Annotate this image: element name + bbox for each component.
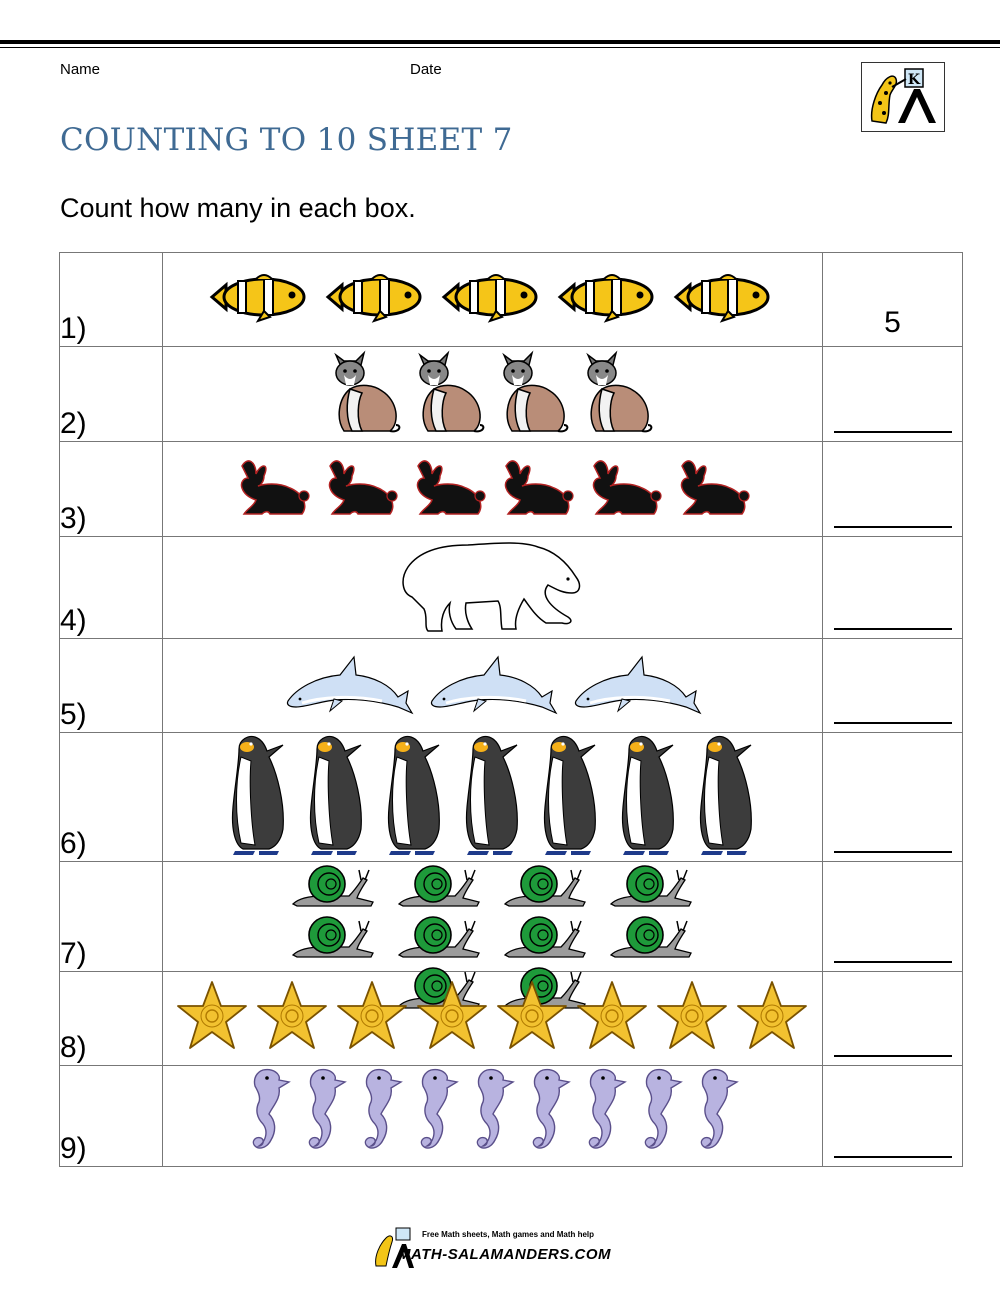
snail-icon (607, 862, 695, 913)
answer-box[interactable] (823, 253, 963, 347)
starfish-icon (576, 980, 648, 1057)
clownfish-icon (672, 271, 776, 328)
answer-box[interactable] (823, 537, 963, 639)
starfish-icon (176, 980, 248, 1057)
question-row (60, 347, 963, 442)
penguin-icon (459, 733, 525, 862)
answer-box[interactable] (823, 442, 963, 537)
question-number: 6) (60, 733, 163, 862)
seahorse-icon (301, 1066, 347, 1167)
answer-blank-line[interactable] (834, 1055, 952, 1057)
question-row (60, 537, 963, 639)
question-number: 8) (60, 972, 163, 1066)
seahorse-icon (637, 1066, 683, 1167)
question-row (60, 253, 963, 347)
penguin-icon (225, 733, 291, 862)
polar-bear-icon (398, 537, 586, 642)
starfish-icon (656, 980, 728, 1057)
rabbit-icon (498, 456, 574, 523)
snail-icon (289, 913, 377, 964)
starfish-icon (496, 980, 568, 1057)
question-row (60, 1066, 963, 1167)
date-label: Date (410, 61, 442, 78)
question-row (60, 442, 963, 537)
rabbit-icon (674, 456, 750, 523)
question-row (60, 972, 963, 1066)
svg-text:K: K (907, 72, 921, 88)
penguin-icon (537, 733, 603, 862)
picture-box (162, 639, 822, 733)
seahorse-icon (357, 1066, 403, 1167)
rabbit-icon (586, 456, 662, 523)
instructions: Count how many in each box. (60, 193, 416, 223)
answer-value: 5 (884, 306, 901, 339)
snail-icon (501, 862, 589, 913)
footer-brand: MATH-SALAMANDERS.COM (398, 1246, 612, 1263)
answer-blank-line[interactable] (834, 961, 952, 963)
name-label: Name (60, 61, 101, 78)
top-rule-thick (0, 40, 1000, 44)
question-number: 5) (60, 639, 163, 733)
clownfish-icon (556, 271, 660, 328)
picture-box (162, 347, 822, 442)
question-number: 4) (60, 537, 163, 639)
dolphin-icon (426, 649, 558, 722)
answer-blank-line[interactable] (834, 722, 952, 724)
answer-blank-line[interactable] (834, 628, 952, 630)
clownfish-icon (440, 271, 544, 328)
question-row (60, 639, 963, 733)
question-number: 1) (60, 253, 163, 347)
snail-icon (395, 862, 483, 913)
answer-box[interactable] (823, 862, 963, 972)
clownfish-icon (324, 271, 428, 328)
counting-table (59, 252, 963, 1167)
answer-blank-line[interactable] (834, 851, 952, 853)
snail-icon (395, 913, 483, 964)
answer-box[interactable] (823, 1066, 963, 1167)
answer-box[interactable] (823, 347, 963, 442)
penguin-icon (381, 733, 447, 862)
starfish-icon (736, 980, 808, 1057)
picture-box (162, 442, 822, 537)
penguin-icon (693, 733, 759, 862)
question-number: 9) (60, 1066, 163, 1167)
cat-icon (330, 349, 402, 440)
answer-blank-line[interactable] (834, 526, 952, 528)
cat-icon (582, 349, 654, 440)
rabbit-icon (234, 456, 310, 523)
seahorse-icon (469, 1066, 515, 1167)
question-number: 3) (60, 442, 163, 537)
snail-icon (501, 913, 589, 964)
question-number: 2) (60, 347, 163, 442)
cat-icon (414, 349, 486, 440)
answer-box[interactable] (823, 733, 963, 862)
seahorse-icon (693, 1066, 739, 1167)
snail-icon (607, 913, 695, 964)
starfish-icon (336, 980, 408, 1057)
penguin-icon (303, 733, 369, 862)
seahorse-icon (525, 1066, 571, 1167)
clownfish-icon (208, 271, 312, 328)
picture-box (162, 733, 822, 862)
footer-tagline: Free Math sheets, Math games and Math help (422, 1230, 595, 1239)
answer-box[interactable] (823, 639, 963, 733)
answer-box[interactable] (823, 972, 963, 1066)
footer-logo (370, 1226, 630, 1272)
picture-box (162, 972, 822, 1066)
cat-icon (498, 349, 570, 440)
penguin-icon (615, 733, 681, 862)
page-title: COUNTING TO 10 SHEET 7 (60, 122, 513, 158)
dolphin-icon (570, 649, 702, 722)
picture-box (162, 253, 822, 347)
salamander-logo (861, 62, 945, 132)
question-row (60, 733, 963, 862)
answer-blank-line[interactable] (834, 1156, 952, 1158)
answer-blank-line[interactable] (834, 431, 952, 433)
picture-box (162, 537, 822, 639)
rabbit-icon (410, 456, 486, 523)
starfish-icon (416, 980, 488, 1057)
picture-box (162, 1066, 822, 1167)
question-row (60, 862, 963, 972)
question-number: 7) (60, 862, 163, 972)
seahorse-icon (245, 1066, 291, 1167)
starfish-icon (256, 980, 328, 1057)
rabbit-icon (322, 456, 398, 523)
snail-icon (289, 862, 377, 913)
seahorse-icon (413, 1066, 459, 1167)
picture-box (162, 862, 822, 972)
dolphin-icon (282, 649, 414, 722)
seahorse-icon (581, 1066, 627, 1167)
top-rule-thin (0, 47, 1000, 48)
